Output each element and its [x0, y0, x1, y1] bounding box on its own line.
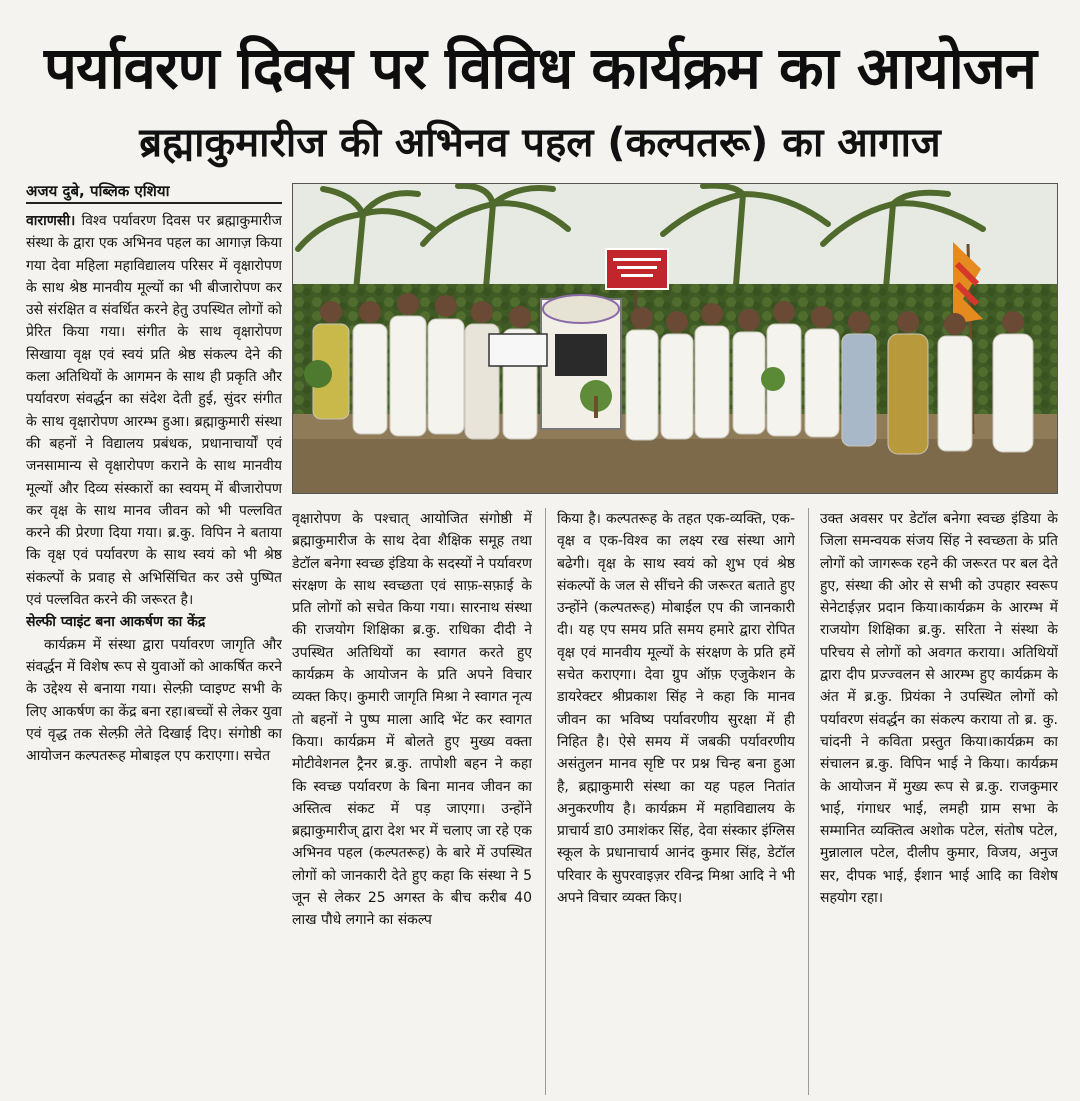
dateline: वाराणसी।	[26, 213, 76, 229]
article-column-4	[820, 508, 1058, 1095]
article-column-3	[557, 508, 795, 1095]
inline-subhead: सेल्फी प्वाइंट बना आकर्षण का केंद्र	[26, 614, 206, 631]
paragraph: वृक्षारोपण के पश्चात् आयोजित संगोष्ठी में ब्रह्माकुमारीज के साथ देवा शैक्षिक समूह तथा डेटॉल बनेगा स्वच्छ इंडिया के सदस्यों ने पर्यावरण संरक्षण के साथ स्वच्छता एवं साफ़-सफ़ाई के प्रति लोगों को सचेत किया गया। सारनाथ संस्था की राजयोग शिक्षिका ब्र.कु. राधिका दीदी ने उपस्थित अतिथियों का स्वागत करते हुए कार्यक्रम के आयोजन के प्रति अपने विचार व्यक्त किए। कुमारी जागृति मिश्रा ने स्वागत नृत्य तो बहनों ने पुष्प माला आदि भेंट कर स्वागत किया। कार्यक्रम में बोलते हुए मुख्य वक्ता मोटीवेशनल ट्रैनर ब्र.कु. तापोशी बहन ने कहा कि स्वच्छ पर्यावरण के बिना मानव जीवन का अस्तित्व संकट में पड़ जाएगा। उन्होंने ब्रह्माकुमारीज् द्वारा देश भर में चलाए जा रहे एक अभिनव पहल (कल्पतरूह) के बारे में उपस्थित लोगों को जानकारी देते हुए कहा कि संस्था ने 5 जून से लेकर 25 अगस्त के बीच करीब 40 लाख पौधे लगाने का संकल्प	[292, 511, 532, 929]
paragraph: किया है। कल्पतरूह के तहत एक-व्यक्ति, एक-वृक्ष व एक-विश्व का लक्ष्य रख संस्था आगे बढेगी। वृक्ष के साथ स्वयं को शुभ एवं श्रेष्ठ संकल्पों के जल से सींचने की जरूरत बताते हुए उन्होंने (कल्पतरूह) मोबाईल एप की जानकारी दी। यह एप समय प्रति समय हमारे द्वारा रोपित वृक्ष एवं मानवीय मूल्यों के संरक्षण के प्रति हमें सचेत कराएगा। देवा ग्रुप ऑफ़ एजुकेशन के डायरेक्टर श्रीप्रकाश सिंह ने कहा कि मानव जीवन का भविष्य पर्यावरणीय सुरक्षा में ही निहित है। ऐसे समय में जबकी पर्यावरणीय असंतुलन मानव सृष्टि पर प्रश्न चिन्ह बना हुआ है, ब्रह्माकुमारी संस्था का यह पहल नितांत अनुकरणीय है। कार्यक्रम में महाविद्यालय के प्राचार्य डा0 उमाशंकर सिंह, देवा संस्कार इंग्लिस स्कूल के प्रधानाचार्य आनंद कुमार सिंह, डेटॉल परिवार के सुपरवाइज़र रविन्द्र मिश्रा आदि ने भी अपने विचार व्यक्त किए।	[557, 511, 795, 907]
plantation-group-photo	[293, 184, 1058, 494]
column-divider	[545, 508, 546, 1095]
article-column-1	[26, 210, 282, 1095]
article-column-2	[292, 508, 532, 1095]
event-photo	[292, 183, 1058, 494]
paragraph-1: विश्व पर्यावरण दिवस पर ब्रह्माकुमारीज संस्था के द्वारा एक अभिनव पहल का आगाज़ किया गया देवा महिला महाविद्यालय परिसर में वृक्षारोपण के साथ श्रेष्ठ मानवीय मूल्यों का भी बीजारोपण कर उसे संरक्षित व संवर्धित करने हेतु उपस्थित लोगों को प्रेरित किया गया। संगीत के साथ वृक्षारोपण सिखाया वृक्ष एवं स्वयं प्रति श्रेष्ठ संकल्प देने की कला अतिथियों के आगमन के साथ ही प्रकृति और पर्यावरण संवर्द्धन का संदेश देती हुई, सुंदर संगीत के साथ वृक्षारोपण आरम्भ हुआ। ब्रह्माकुमारी संस्था की बहनों ने विद्यालय प्रबंधक, प्रधानाचार्यों एवं जनसामान्य से वृक्षारोपण कराने के साथ मानवीय मूल्यों और दिव्य संस्कारों का स्वयम् में बीजारोपण कर वृक्ष के साथ मानव जीवन को भी पल्लवित करने की प्रेरणा दिया गया। ब्र.कु. विपिन ने बताया कि वृक्ष एवं पर्यावरण के साथ स्वयं को भी श्रेष्ठ संकल्पों के प्रवाह से अभिसिंचित कर उसे पुष्पित एवं पल्लवित करने की जरूरत है।	[26, 213, 282, 609]
byline: अजय दुबे, पब्लिक एशिया	[26, 180, 282, 204]
column-divider	[808, 508, 809, 1095]
paragraph-2: कार्यक्रम में संस्था द्वारा पर्यावरण जागृति और संवर्द्धन में विशेष रूप से युवाओं को आकर्षित करने के उद्देश्य से बनाया गया। सेल्फ़ी प्वाइण्ट सभी के लिए आकर्षण का केंद्र बना रहा।बच्चों से लेकर युवा एवं वृद्ध तक सेल्फ़ी लेते दिखाई दिए। संगोष्ठी का आयोजन कल्पतरूह मोबाइल एप कराएगा। सचेत	[26, 636, 282, 765]
selfie-point-board	[541, 295, 621, 429]
subheadline: ब्रह्माकुमारीज की अभिनव पहल (कल्पतरू) का आगाज	[139, 120, 941, 166]
headline: पर्यावरण दिवस पर विविध कार्यक्रम का आयोजन	[44, 34, 1036, 102]
paragraph: उक्त अवसर पर डेटॉल बनेगा स्वच्छ इंडिया के जिला समन्वयक संजय सिंह ने स्वच्छता के प्रति लोगों को जागरूक रहने की जरूरत पर बल देते हुए, संस्था की ओर से सभी को उपहार स्वरूप सेनेटाईज़र प्रदान किया।कार्यक्रम के आरम्भ में राजयोग शिक्षिका ब्र.कु. सरिता ने संस्था के परिचय से लोगों को अवगत कराया। अतिथियों द्वारा दीप प्रज्ज्वलन से आरम्भ हुए कार्यक्रम के अंत में ब्र.कु. प्रियंका ने उपस्थित लोगों को पर्यावरण संवर्द्धन का संकल्प कराया तो ब्र. कु. चांदनी ने कविता प्रस्तुत किया।कार्यक्रम का संचालन ब्र.कु. विपिन भाई ने किया। कार्यक्रम के आयोजन में मुख्य रूप से ब्र.कु. राजकुमार भाई, गंगाधर भाई, लमही ग्राम सभा के सम्मानित व्यक्तित्व अशोक पटेल, संतोष पटेल, मुन्नालाल पटेल, दीलीप कुमार, विजय, अनुज सर, दीपक भाई, ईशान भाई आदि का विशेष सहयोग रहा।	[820, 511, 1058, 907]
